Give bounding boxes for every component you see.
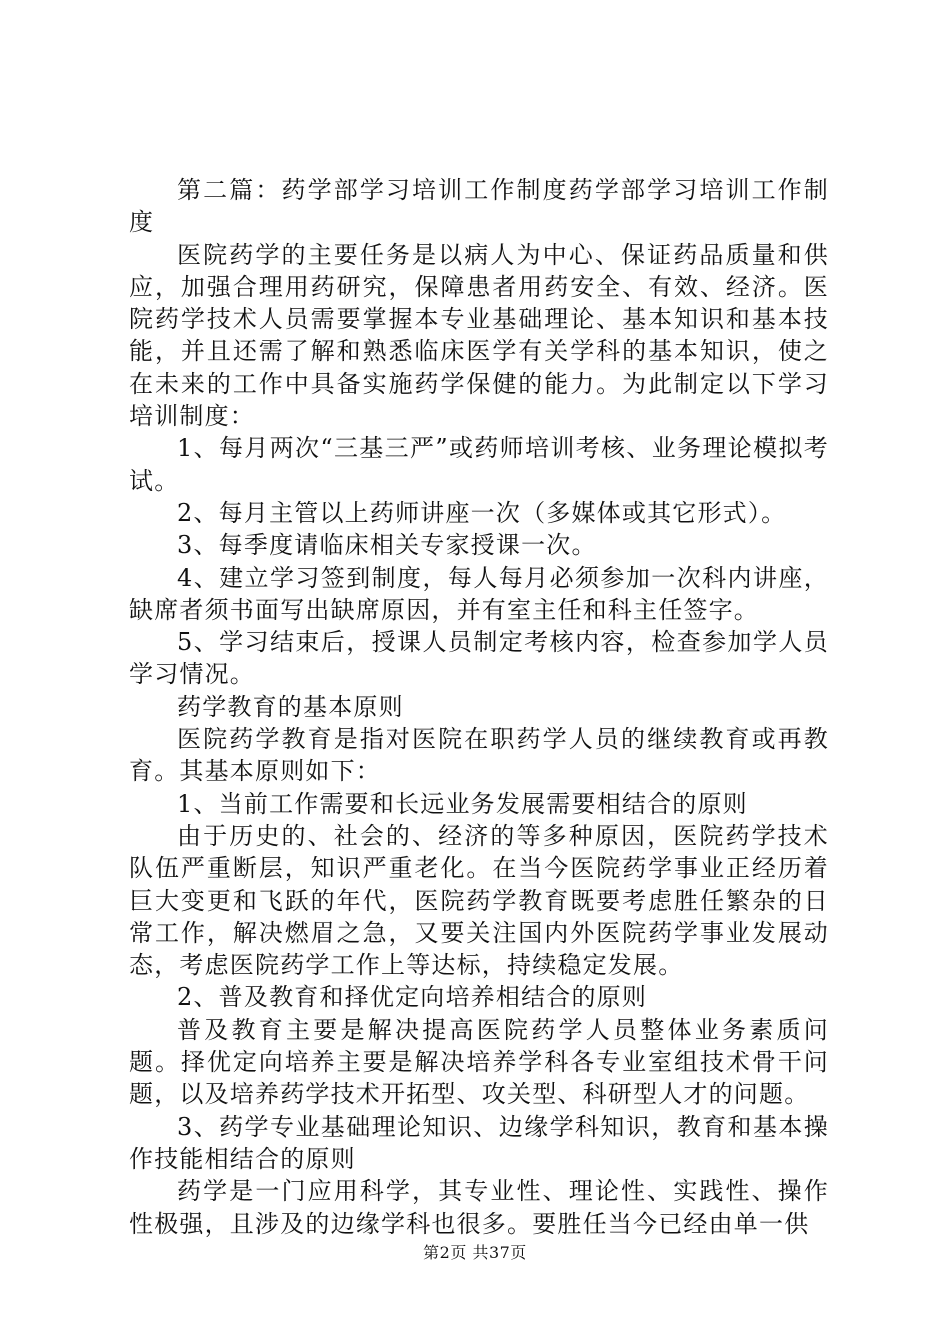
list-item: 2、每月主管以上药师讲座一次（多媒体或其它形式）。 xyxy=(177,498,787,527)
document-body xyxy=(129,174,829,1240)
page-number-footer: 第2页 共37页 xyxy=(423,1243,527,1262)
document-title: 第二篇：药学部学习培训工作制度药学部学习培训工作制度 xyxy=(129,176,829,237)
list-item: 1、每月两次“三基三严”或药师培训考核、业务理论模拟考试。 xyxy=(129,434,829,495)
list-item: 3、每季度请临床相关专家授课一次。 xyxy=(177,531,597,560)
list-item: 5、学习结束后，授课人员制定考核内容，检查参加学人员学习情况。 xyxy=(129,628,829,689)
list-item: 4、建立学习签到制度，每人每月必须参加一次科内讲座，缺席者须书面写出缺席原因，并有室主任和科主任签字。 xyxy=(129,563,829,624)
principle-heading: 1、当前工作需要和长远业务发展需要相结合的原则 xyxy=(177,789,748,818)
principle-heading: 3、药学专业基础理论知识、边缘学科知识，教育和基本操作技能相结合的原则 xyxy=(129,1112,829,1173)
section-heading: 药学教育的基本原则 xyxy=(177,692,404,721)
body-paragraph: 医院药学教育是指对医院在职药学人员的继续教育或再教育。其基本原则如下： xyxy=(129,725,829,786)
body-paragraph: 医院药学的主要任务是以病人为中心、保证药品质量和供应，加强合理用药研究，保障患者用药安全、有效、经济。医院药学技术人员需要掌握本专业基础理论、基本知识和基本技能，并且还需了解和熟悉临床医学有关学科的基本知识，使之在未来的工作中具备实施药学保健的能力。为此制定以下学习培训制度： xyxy=(129,240,829,431)
principle-heading: 2、普及教育和择优定向培养相结合的原则 xyxy=(177,983,648,1012)
body-paragraph: 普及教育主要是解决提高医院药学人员整体业务素质问题。择优定向培养主要是解决培养学科各专业室组技术骨干问题，以及培养药学技术开拓型、攻关型、科研型人才的问题。 xyxy=(129,1015,829,1109)
body-paragraph: 药学是一门应用科学，其专业性、理论性、实践性、操作性极强，且涉及的边缘学科也很多。要胜任当今已经由单一供 xyxy=(129,1177,829,1238)
body-paragraph: 由于历史的、社会的、经济的等多种原因，医院药学技术队伍严重断层，知识严重老化。在当今医院药学事业正经历着巨大变更和飞跃的年代，医院药学教育既要考虑胜任繁杂的日常工作，解决燃眉之急，又要关注国内外医院药学事业发展动态，考虑医院药学工作上等达标，持续稳定发展。 xyxy=(129,821,829,980)
